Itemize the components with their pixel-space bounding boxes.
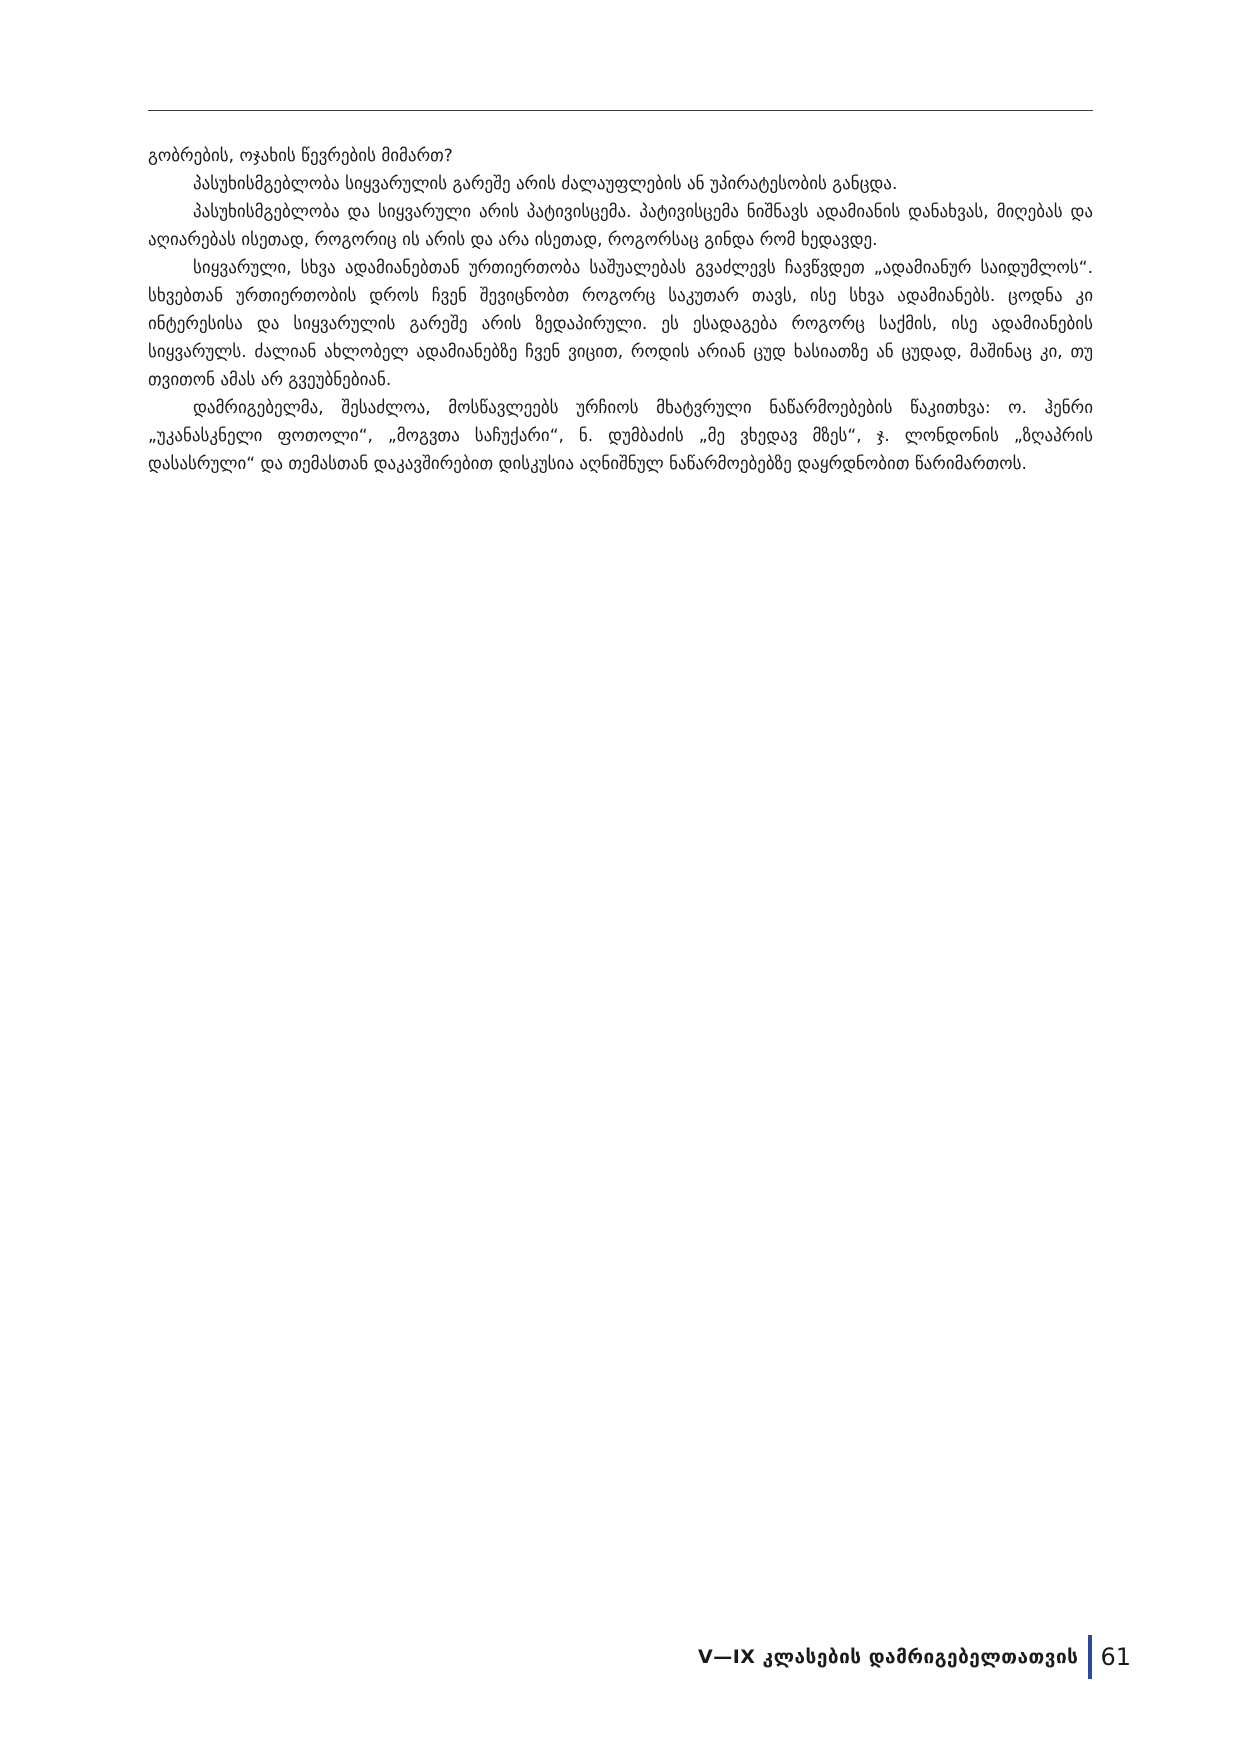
body-text — [148, 142, 1093, 478]
paragraph: დამრიგებელმა, შესაძლოა, მოსწავლეებს ურჩიოს მხატვრული ნაწარმოებების წაკითხვა: ო. ჰენრი „უკანასკნელი ფოთოლი“, „მოგვთა საჩუქარი“, ნ. დუმბაძის „მე ვხედავ მზეს“, ჯ. ლონდონის „ზღაპრის დასასრული“ და თემასთან დაკავშირებით დისკუსია აღნიშნულ ნაწარმოებებზე დაყრდნობით წარიმართოს. — [148, 398, 1093, 474]
paragraph: სიყვარული, სხვა ადამიანებთან ურთიერთობა საშუალებას გვაძლევს ჩავწვდეთ „ადამიანურ საიდუმლოს“. სხვებთან ურთიერთობის დროს ჩვენ შევიცნობთ როგორც საკუთარ თავს, ისე სხვა ადამიანებს. ცოდნა კი ინტერესისა და სიყვარულის გარეშე არის ზედაპირული. ეს ესადაგება როგორც საქმის, ისე ადამიანების სიყვარულს. ძალიან ახლობელ ადამიანებზე ჩვენ ვიცით, როდის არიან ცუდ ხასიათზე ან ცუდად, მაშინაც კი, თუ თვითონ ამას არ გვეუბნებიან. — [148, 258, 1093, 390]
paragraph: პასუხისმგებლობა და სიყვარული არის პატივისცემა. პატივისცემა ნიშნავს ადამიანის დანახვას, მიღებას და აღიარებას ისეთად, როგორიც ის არის და არა ისეთად, როგორსაც გინდა რომ ხედავდე. — [148, 202, 1093, 250]
page-number: 61 — [1100, 1643, 1131, 1671]
footer-title: V—IX კლასების დამრიგებელთათვის — [698, 1646, 1079, 1668]
paragraph: გობრების, ოჯახის წევრების მიმართ? — [148, 146, 453, 166]
footer-divider-bar — [1088, 1635, 1092, 1679]
paragraph: პასუხისმგებლობა სიყვარულის გარეშე არის ძალაუფლების ან უპირატესობის განცდა. — [193, 174, 898, 194]
page-footer — [698, 1635, 1131, 1679]
header-divider — [148, 110, 1093, 111]
